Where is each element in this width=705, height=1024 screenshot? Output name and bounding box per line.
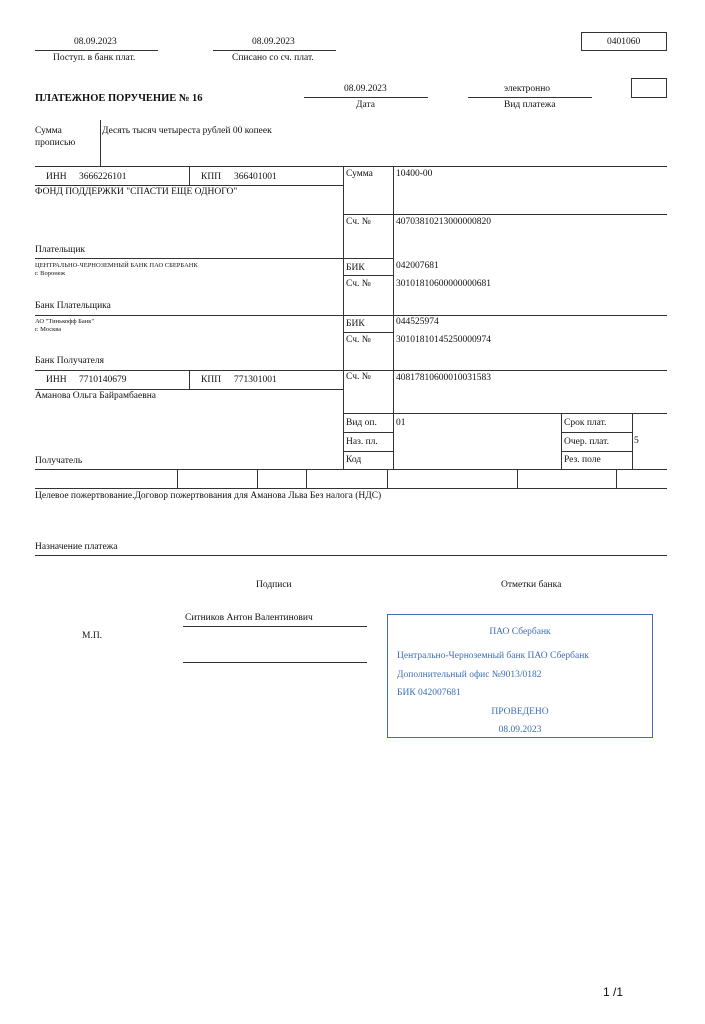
document-title: ПЛАТЕЖНОЕ ПОРУЧЕНИЕ № 16 <box>35 93 203 104</box>
divider <box>343 275 393 276</box>
stamp-bank: ПАО Сбербанк <box>489 627 551 637</box>
divider <box>561 413 562 469</box>
naz-pl-label: Наз. пл. <box>346 437 378 447</box>
payment-type: электронно <box>504 84 551 94</box>
payee-bank-name: АО "Тинькофф Банк" <box>35 318 95 325</box>
divider <box>343 214 667 215</box>
document-date-label: Дата <box>356 100 375 110</box>
divider <box>343 432 393 433</box>
divider <box>35 166 667 167</box>
payee-bank-account-label: Сч. № <box>346 335 371 345</box>
purpose-label: Назначение платежа <box>35 542 118 552</box>
signature-line <box>183 662 367 663</box>
vid-op-label: Вид оп. <box>346 418 377 428</box>
divider <box>343 332 393 333</box>
ocher-value: 5 <box>634 436 639 446</box>
divider <box>35 315 667 316</box>
payer-inn-label: ИНН <box>46 172 67 182</box>
divider <box>35 555 667 556</box>
divider <box>35 258 343 259</box>
payee-kpp-label: КПП <box>201 375 222 385</box>
divider <box>632 413 633 469</box>
divider <box>306 469 307 488</box>
divider <box>35 50 158 51</box>
stamp-office: Дополнительный офис №9013/0182 <box>397 670 542 680</box>
payer-bank-name: ЦЕНТРАЛЬНО-ЧЕРНОЗЕМНЫЙ БАНК ПАО СБЕРБАНК <box>35 262 198 269</box>
divider <box>189 370 190 389</box>
payee-bank-city: г. Москва <box>35 326 62 333</box>
divider <box>35 370 667 371</box>
signatures-label: Подписи <box>256 580 292 590</box>
sum-label: Сумма <box>346 169 373 179</box>
divider <box>35 185 343 186</box>
payer-label: Плательщик <box>35 245 86 255</box>
payment-type-label: Вид платежа <box>504 100 556 110</box>
form-code-box <box>581 32 667 51</box>
payer-bank-account: 30101810600000000681 <box>396 279 491 289</box>
purpose-text: Целевое пожертвование.Договор пожертвования для Аманова Льва Без налога (НДС) <box>35 491 382 501</box>
bank-marks-label: Отметки банка <box>501 580 562 590</box>
sum-value: 10400-00 <box>396 169 433 179</box>
divider <box>616 469 617 488</box>
bank-stamp <box>387 614 653 738</box>
payee-label: Получатель <box>35 456 83 466</box>
document-date: 08.09.2023 <box>344 84 387 94</box>
status-code-box <box>631 78 667 98</box>
kod-label: Код <box>346 455 362 465</box>
payee-inn-label: ИНН <box>46 375 67 385</box>
divider <box>177 469 178 488</box>
divider <box>387 469 388 488</box>
divider <box>35 389 343 390</box>
ocher-label: Очер. плат. <box>564 437 609 447</box>
divider <box>561 432 632 433</box>
divider <box>343 451 393 452</box>
signature-line <box>183 626 367 627</box>
divider <box>468 97 592 98</box>
payee-name: Аманова Ольга Байрамбаевна <box>35 391 157 401</box>
date-debited: 08.09.2023 <box>252 37 295 47</box>
payer-inn: 3666226101 <box>79 172 127 182</box>
payer-kpp-label: КПП <box>201 172 222 182</box>
divider <box>100 120 101 167</box>
payer-kpp: 366401001 <box>234 172 277 182</box>
signer-name: Ситников Антон Валентинович <box>185 613 313 623</box>
payer-bank-label: Банк Плательщика <box>35 301 111 311</box>
payer-account-label: Сч. № <box>346 217 371 227</box>
payee-bank-bik: 044525974 <box>396 317 439 327</box>
divider <box>35 488 667 489</box>
payer-bank-account-label: Сч. № <box>346 279 371 289</box>
srok-label: Срок плат. <box>564 418 607 428</box>
payer-bank-bik: 042007681 <box>396 261 439 271</box>
payer-bank-bik-label: БИК <box>346 263 365 273</box>
payee-account-label: Сч. № <box>346 372 371 382</box>
divider <box>393 166 394 469</box>
amount-words-label: Сумма прописью <box>35 126 76 148</box>
date-received-label: Поступ. в банк плат. <box>53 53 136 63</box>
payer-account: 40703810213000000820 <box>396 217 491 227</box>
stamp-branch: Центрально-Черноземный банк ПАО Сбербанк <box>397 651 589 661</box>
divider <box>189 166 190 185</box>
payer-bank-city: г. Воронеж <box>35 270 66 277</box>
divider <box>213 50 336 51</box>
divider <box>35 469 667 470</box>
mp-label: М.П. <box>82 631 103 641</box>
divider <box>343 413 667 414</box>
payee-inn: 7710140679 <box>79 375 127 385</box>
payee-bank-label: Банк Получателя <box>35 356 104 366</box>
payee-account: 40817810600010031583 <box>396 373 491 383</box>
form-code: 0401060 <box>607 37 641 47</box>
date-received: 08.09.2023 <box>74 37 117 47</box>
payee-bank-bik-label: БИК <box>346 319 365 329</box>
divider <box>343 258 393 259</box>
stamp-status: ПРОВЕДЕНО <box>491 707 549 717</box>
payee-kpp: 771301001 <box>234 375 277 385</box>
vid-op-value: 01 <box>396 418 406 428</box>
divider <box>561 451 632 452</box>
amount-words-value: Десять тысяч четыреста рублей 00 копеек <box>102 126 272 136</box>
divider <box>257 469 258 488</box>
payee-bank-account: 30101810145250000974 <box>396 335 491 345</box>
rez-label: Рез. поле <box>564 455 601 465</box>
stamp-bik: БИК 042007681 <box>397 688 461 698</box>
date-debited-label: Списано со сч. плат. <box>232 53 314 63</box>
payer-name: ФОНД ПОДДЕРЖКИ "СПАСТИ ЕЩЕ ОДНОГО" <box>35 187 238 197</box>
divider <box>304 97 428 98</box>
divider <box>343 166 344 469</box>
divider <box>517 469 518 488</box>
page-number: 1 /1 <box>603 985 624 999</box>
stamp-date: 08.09.2023 <box>498 725 542 735</box>
